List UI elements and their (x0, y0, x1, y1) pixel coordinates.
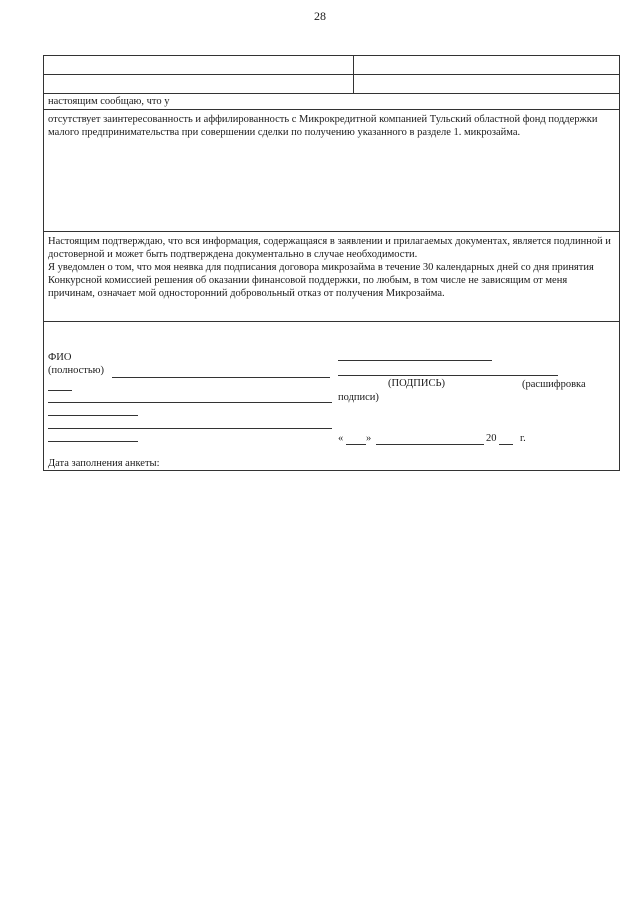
date-close-quote: » (366, 433, 372, 444)
decoding-label: (расшифровка (522, 379, 586, 390)
header-row-2 (44, 75, 619, 94)
header-row-1 (44, 56, 619, 75)
date-line-left[interactable] (48, 441, 138, 442)
confirmation-row (44, 232, 619, 322)
year-prefix: 20 (486, 433, 497, 444)
full-name-line-2[interactable] (48, 402, 332, 403)
signature-line[interactable] (338, 360, 492, 361)
fio-label: ФИО (48, 352, 72, 363)
decoding-label-cont: подписи) (338, 392, 379, 403)
full-name-line-1[interactable] (112, 377, 330, 378)
intro-text: настоящим сообщаю, что у (48, 96, 170, 107)
full-name-line-3[interactable] (48, 428, 332, 429)
full-name-line-1-tail[interactable] (48, 390, 72, 391)
header-cell-right-1 (354, 56, 619, 74)
declaration-form (43, 55, 620, 471)
intro-row (44, 94, 619, 110)
disclosure-text: отсутствует заинтересованность и аффилированность с Микрокредитной компанией Тульский областной фонд поддержки малого предпринимательства при совершении сделки по получению указанного в разделе 1. микрозайма. (48, 114, 598, 138)
confirmation-paragraph-2: Я уведомлен о том, что моя неявка для подписания договора микрозайма в течение 30 календарных дней со дня принятия Конкурсной комиссией решения об оказании финансовой поддержки, по любым, в том числе не зависящим от меня причинам, означает мой односторонний добровольный отказ от получения Микрозайма. (48, 262, 594, 299)
disclosure-row (44, 110, 619, 232)
signature-label: (ПОДПИСЬ) (388, 378, 445, 389)
date-month-line[interactable] (376, 444, 484, 445)
fill-date-label: Дата заполнения анкеты: (48, 458, 160, 469)
confirmation-paragraph-1: Настоящим подтверждаю, что вся информация, содержащаяся в заявлении и прилагаемых документах, является подлинной и достоверной и может быть подтверждена документально в случае необходимости. (48, 236, 611, 260)
signature-section (44, 322, 619, 470)
date-open-quote: « (338, 433, 344, 444)
page-number: 28 (314, 9, 326, 23)
year-suffix: г. (520, 433, 526, 444)
full-name-label: (полностью) (48, 365, 104, 376)
decoding-line[interactable] (338, 375, 558, 376)
date-day-line[interactable] (346, 444, 366, 445)
full-name-line-2-tail[interactable] (48, 415, 138, 416)
header-cell-left-1 (44, 56, 354, 74)
header-cell-left-2 (44, 75, 354, 93)
date-year-line[interactable] (499, 444, 513, 445)
header-cell-right-2 (354, 75, 619, 93)
